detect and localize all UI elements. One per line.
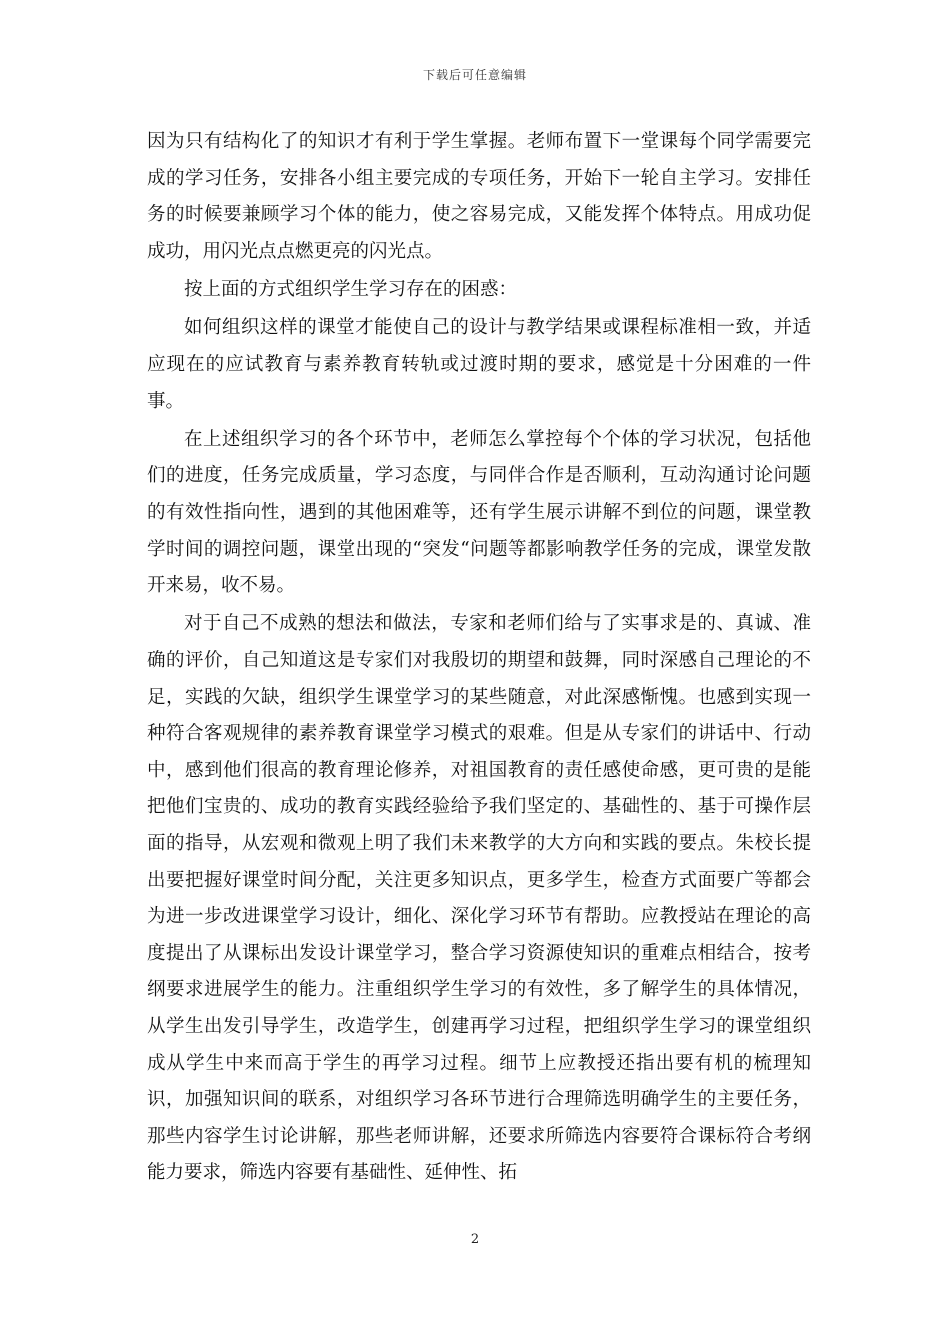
document-body [147, 124, 811, 1194]
paragraph: 因为只有结构化了的知识才有利于学生掌握。老师布置下一堂课每个同学需要完成的学习任务，安排各小组主要完成的专项任务，开始下一轮自主学习。安排任务的时候要兼顾学习个体的能力，使之容易完成，又能发挥个体特点。用成功促成功，用闪光点点燃更亮的闪光点。 [147, 131, 811, 262]
paragraph: 在上述组织学习的各个环节中，老师怎么掌控每个个体的学习状况，包括他们的进度，任务完成质量，学习态度，与同伴合作是否顺利，互动沟通讨论问题的有效性指向性，遇到的其他困难等，还有学生展示讲解不到位的问题，课堂教学时间的调控问题，课堂出现的“突发“问题等都影响教学任务的完成，课堂发散开来易，收不易。 [147, 428, 811, 597]
page-header-note: 下载后可任意编辑 [422, 68, 527, 82]
paragraph: 按上面的方式组织学生学习存在的困惑： [184, 279, 518, 301]
paragraph: 如何组织这样的课堂才能使自己的设计与教学结果或课程标准相一致，并适应现在的应试教育与素养教育转轨或过渡时期的要求，感觉是十分困难的一件事。 [147, 317, 811, 412]
page-number: 2 [470, 1232, 480, 1247]
paragraph: 对于自己不成熟的想法和做法，专家和老师们给与了实事求是的、真诚、准确的评价，自己知道这是专家们对我殷切的期望和鼓舞，同时深感自己理论的不足，实践的欠缺，组织学生课堂学习的某些随意，对此深感惭愧。也感到实现一种符合客观规律的素养教育课堂学习模式的艰难。但是从专家们的讲话中、行动中，感到他们很高的教育理论修养，对祖国教育的责任感使命感，更可贵的是能把他们宝贵的、成功的教育实践经验给予我们坚定的、基础性的、基于可操作层面的指导，从宏观和微观上明了我们未来教学的大方向和实践的要点。朱校长提出要把握好课堂时间分配，关注更多知识点，更多学生，检查方式面要广等都会为进一步改进课堂学习设计，细化、深化学习环节有帮助。应教授站在理论的高度提出了从课标出发设计课堂学习，整合学习资源使知识的重难点相结合，按考纲要求进展学生的能力。注重组织学生学习的有效性，多了解学生的具体情况，从学生出发引导学生，改造学生，创建再学习过程，把组织学生学习的课堂组织成从学生中来而高于学生的再学习过程。细节上应教授还指出要有机的梳理知识，加强知识间的联系，对组织学习各环节进行合理筛选明确学生的主要任务，那些内容学生讨论讲解，那些老师讲解，还要求所筛选内容要符合课标符合考纲能力要求，筛选内容要有基础性、延伸性、拓 [147, 613, 811, 1184]
